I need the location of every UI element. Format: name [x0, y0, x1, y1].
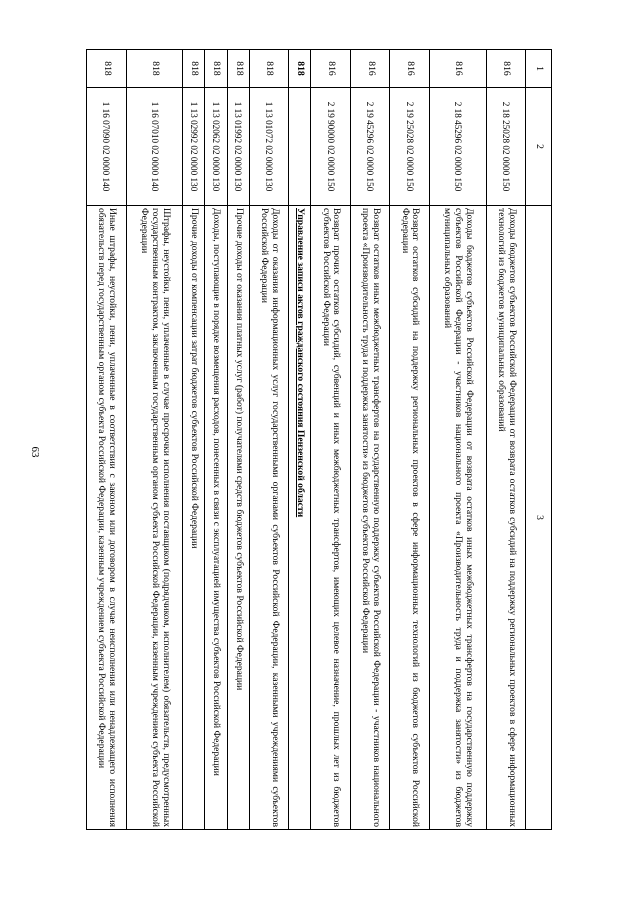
- table-section-row: [289, 50, 311, 830]
- description-cell: Доходы от оказания информационных услуг государственными органами субъектов Российской Федерации, казенными учреждениями субъектов Российской Федерации: [249, 206, 288, 830]
- budget-code-cell: 2 19 90000 02 0000 150: [311, 88, 350, 206]
- admin-code-cell: 816: [429, 50, 486, 88]
- admin-code-cell: 818: [249, 50, 288, 88]
- table-row: [486, 50, 525, 830]
- budget-code-cell: 1 13 01992 02 0000 130: [227, 88, 249, 206]
- description-cell: Доходы бюджетов субъектов Российской Федерации от возврата остатков субсидий на поддержку региональных проектов в сфере информационных технологий из бюджетов муниципальных образований: [486, 206, 525, 830]
- header-col-3: 3: [526, 206, 552, 830]
- description-cell: Иные штрафы, неустойки, пени, уплаченные в соответствии с законом или договором в случае неисполнения или ненадлежащего исполнения обязательств перед государственным органом субъекта Российской Федерации, казенным учреждением субъекта Российской Федерации: [87, 206, 127, 830]
- budget-code-cell: 2 18 25028 02 0000 150: [486, 88, 525, 206]
- description-cell: Доходы бюджетов субъектов Российской Федерации от возврата остатков иных межбюджетных трансфертов на государственную поддержку субъектов Российской Федерации - участников национального проекта «Производительность труда и поддержка занятости» из бюджетов муниципальных образований: [429, 206, 486, 830]
- budget-code-cell: 2 19 25028 02 0000 150: [390, 88, 429, 206]
- rotated-table-container: [86, 49, 552, 829]
- table-row: [183, 50, 205, 830]
- table-row: [350, 50, 389, 830]
- admin-code-cell: 818: [87, 50, 127, 88]
- table-row: [87, 50, 127, 830]
- header-col-2: 2: [526, 88, 552, 206]
- description-cell: Штрафы, неустойки, пени, уплаченные в случае просрочки исполнения поставщиком (подрядчиком, исполнителем) обязательств, предусмотренных государственным контрактом, заключенным государственным органом субъекта Российской Федерации, казенным учреждением субъекта Российской Федерации: [126, 206, 183, 830]
- admin-code-cell: 818: [289, 50, 311, 88]
- admin-code-cell: 818: [183, 50, 205, 88]
- table-header-row: [526, 50, 552, 830]
- description-cell: Возврат остатков иных межбюджетных трансфертов на государственную поддержку субъектов Российской Федерации - участников национального проекта «Производительность труда и поддержка занятости» из бюджетов субъектов Российской Федерации: [350, 206, 389, 830]
- table-row: [227, 50, 249, 830]
- table-row: [390, 50, 429, 830]
- description-cell: Управление записи актов гражданского состояния Пензенской области: [289, 206, 311, 830]
- budget-code-cell: 1 13 01072 02 0000 130: [249, 88, 288, 206]
- description-cell: Прочие доходы от компенсации затрат бюджетов субъектов Российской Федерации: [183, 206, 205, 830]
- admin-code-cell: 818: [227, 50, 249, 88]
- table-row: [126, 50, 183, 830]
- budget-code-cell: [289, 88, 311, 206]
- description-cell: Прочие доходы от оказания платных услуг (работ) получателями средств бюджетов субъектов Российской Федерации: [227, 206, 249, 830]
- description-cell: Возврат остатков субсидий на поддержку региональных проектов в сфере информационных технологий из бюджетов субъектов Российской Федерации: [390, 206, 429, 830]
- admin-code-cell: 818: [126, 50, 183, 88]
- page-number: 63: [29, 446, 41, 458]
- revenue-table: [86, 49, 552, 830]
- budget-code-cell: 1 13 02062 02 0000 130: [205, 88, 227, 206]
- table-body: [87, 50, 526, 830]
- description-cell: Возврат прочих остатков субсидий, субвенций и иных межбюджетных трансфертов, имеющих целевое назначение, прошлых лет из бюджетов субъектов Российской Федерации: [311, 206, 350, 830]
- table-row: [249, 50, 288, 830]
- admin-code-cell: 816: [311, 50, 350, 88]
- budget-code-cell: 1 16 07010 02 0000 140: [126, 88, 183, 206]
- table-row: [429, 50, 486, 830]
- budget-code-cell: 1 16 07090 02 0000 140: [87, 88, 127, 206]
- table-row: [311, 50, 350, 830]
- admin-code-cell: 816: [486, 50, 525, 88]
- budget-code-cell: 1 13 02992 02 0000 130: [183, 88, 205, 206]
- table-row: [205, 50, 227, 830]
- admin-code-cell: 818: [205, 50, 227, 88]
- admin-code-cell: 816: [350, 50, 389, 88]
- header-col-1: 1: [526, 50, 552, 88]
- admin-code-cell: 816: [390, 50, 429, 88]
- description-cell: Доходы, поступающие в порядке возмещения расходов, понесенных в связи с эксплуатацией имущества субъектов Российской Федерации: [205, 206, 227, 830]
- budget-code-cell: 2 18 45296 02 0000 150: [429, 88, 486, 206]
- budget-code-cell: 2 19 45296 02 0000 150: [350, 88, 389, 206]
